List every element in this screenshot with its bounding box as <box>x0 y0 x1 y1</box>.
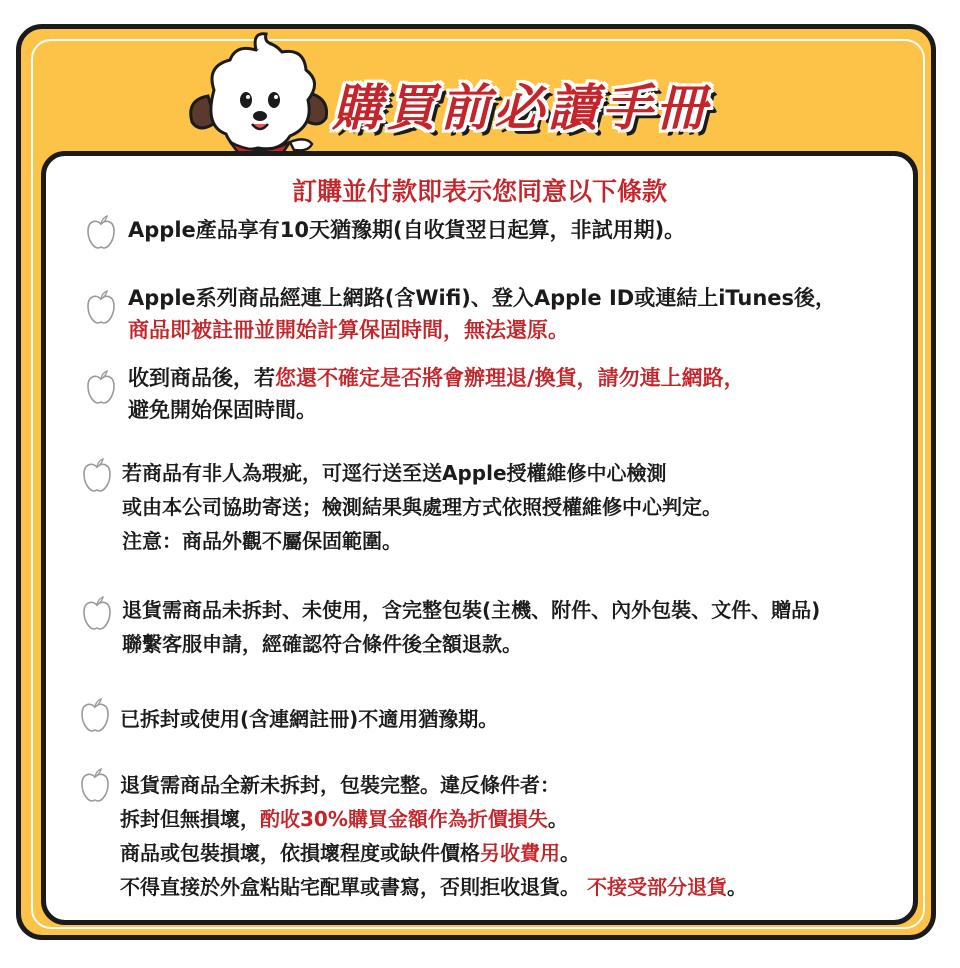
rule-text: 退貨需商品未拆封、未使用，含完整包裝(主機、附件、內外包裝、文件、贈品) <box>122 598 821 622</box>
rule-text: 拆封但無損壞， <box>120 807 260 831</box>
rule-text: Apple產品享有10天猶豫期(自收貨翌日起算，非試用期)。 <box>128 218 686 242</box>
rule-line <box>122 593 820 627</box>
rule-item-4 <box>86 456 931 553</box>
rule-text: Apple系列商品經連上網路(含Wifi)、登入Apple ID或連結上iTunes後， <box>128 286 837 310</box>
rule-line <box>122 490 722 524</box>
rule-item-7 <box>86 768 931 899</box>
rule-text: 。 <box>547 807 568 831</box>
rule-text: 若商品有非人為瑕疵，可逕行送至送Apple授權維修中心檢測 <box>122 461 667 485</box>
rule-text: 避免開始保固時間。 <box>128 398 317 422</box>
rule-text: 退貨需商品全新未拆封，包裝完整。違反條件者： <box>120 773 560 797</box>
rule-text: 或由本公司協助寄送；檢測結果與處理方式依照授權維修中心判定。 <box>122 495 722 519</box>
rule-item-1 <box>86 214 931 256</box>
rule-line <box>128 394 745 426</box>
rule-line <box>120 802 747 836</box>
rule-text: 收到商品後，若 <box>128 366 275 390</box>
rule-highlight-text: 您還不確定是否將會辦理退/換貨，請勿連上網路， <box>275 366 745 390</box>
rule-line <box>128 214 685 246</box>
rule-item-3 <box>86 362 931 422</box>
page-title: 購買前必讀手冊 <box>332 79 710 137</box>
rule-text: 聯繫客服申請，經確認符合條件後全額退款。 <box>122 632 522 656</box>
rule-item-2 <box>86 282 931 342</box>
terms-card <box>41 151 918 925</box>
apple-icon <box>86 215 116 249</box>
rule-line <box>122 456 722 490</box>
rule-line <box>120 836 747 870</box>
rule-text: 注意：商品外觀不屬保固範圍。 <box>122 529 402 553</box>
terms-subtitle: 訂購並付款即表示您同意以下條款 <box>291 177 667 206</box>
sheepdog-mascot-icon <box>186 30 332 164</box>
rule-text: 已拆封或使用(含連網註冊)不適用猶豫期。 <box>120 707 499 731</box>
rule-line <box>128 282 836 314</box>
apple-icon <box>86 370 116 404</box>
rule-text: 。 <box>726 875 747 899</box>
apple-icon <box>86 290 116 324</box>
rule-line <box>120 870 747 904</box>
rule-text: 。 <box>560 841 580 865</box>
rule-highlight-text: 另收費用 <box>480 841 560 865</box>
apple-icon <box>82 596 112 630</box>
rule-highlight-text: 酌收30%購買金額作為折價損失 <box>260 807 548 831</box>
rule-item-5 <box>86 593 931 656</box>
rule-line <box>128 314 836 346</box>
apple-icon <box>80 768 110 802</box>
rule-line <box>120 768 747 802</box>
rule-line <box>122 627 820 661</box>
rule-highlight-text: 商品即被註冊並開始計算保固時間，無法還原。 <box>128 318 569 342</box>
rule-text: 商品或包裝損壞，依損壞程度或缺件價格 <box>120 841 480 865</box>
apple-icon <box>80 698 110 732</box>
rule-item-6 <box>86 702 931 744</box>
rule-line <box>120 702 498 736</box>
rule-text: 不得直接於外盒粘貼宅配單或書寫，否則拒收退貨。 <box>120 875 587 899</box>
apple-icon <box>82 458 112 492</box>
rule-line <box>122 524 722 558</box>
rule-highlight-text: 不接受部分退貨 <box>586 875 727 899</box>
rule-line <box>128 362 745 394</box>
